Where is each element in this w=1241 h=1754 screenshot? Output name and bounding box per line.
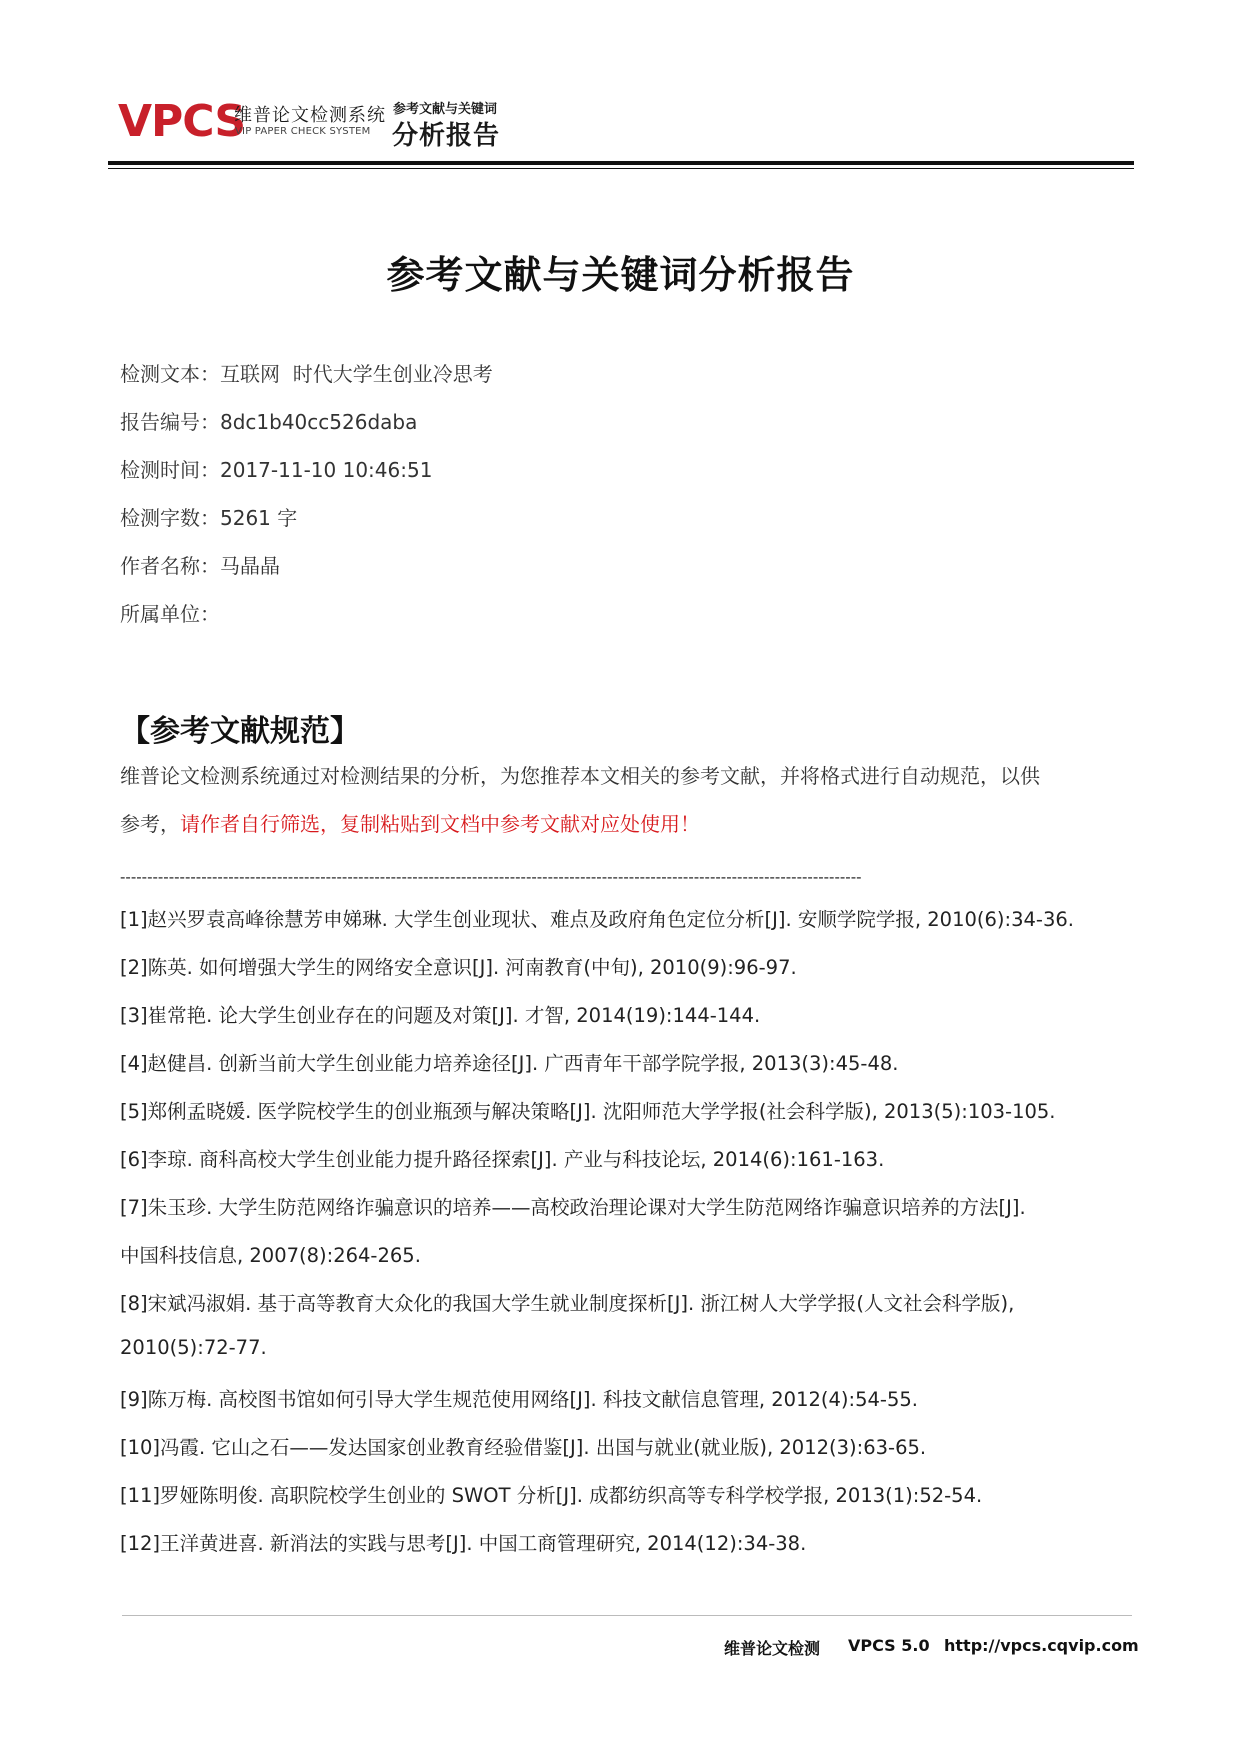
meta-row-affiliation xyxy=(120,598,220,627)
reference-item: [3]崔常艳. 论大学生创业存在的问题及对策[J]. 才智, 2014(19):144-144. xyxy=(120,1004,761,1027)
intro-line-1: 维普论文检测系统通过对检测结果的分析，为您推荐本文相关的参考文献，并将格式进行自动规范，以供 xyxy=(120,764,1040,788)
intro-prefix: 参考， xyxy=(120,812,180,836)
meta-value: 8dc1b40cc526daba xyxy=(220,410,418,434)
reference-item: [10]冯霞. 它山之石——发达国家创业教育经验借鉴[J]. 出国与就业(就业版), 2012(3):63-65. xyxy=(120,1436,927,1459)
footer-product: 维普论文检测 xyxy=(724,1639,821,1658)
footer-version: VPCS 5.0 xyxy=(848,1636,930,1655)
meta-row-report-id xyxy=(120,406,417,435)
reference-item-continued: 2010(5):72-77. xyxy=(120,1336,267,1359)
meta-value: 互联网 时代大学生创业冷思考 xyxy=(220,362,493,386)
reference-item-continued: 中国科技信息, 2007(8):264-265. xyxy=(120,1244,421,1267)
reference-item: [7]朱玉珍. 大学生防范网络诈骗意识的培养——高校政治理论课对大学生防范网络诈骗意识培养的方法[J]. xyxy=(120,1196,1026,1219)
meta-label: 所属单位： xyxy=(120,602,220,626)
header-rule-thin xyxy=(108,168,1134,169)
meta-row-time xyxy=(120,454,432,483)
report-kind-main: 分析报告 xyxy=(392,121,501,151)
logo-wordmark: VPCS xyxy=(118,96,246,147)
meta-label: 检测时间： xyxy=(120,458,220,482)
meta-label: 检测字数： xyxy=(120,506,220,530)
reference-item: [11]罗娅陈明俊. 高职院校学生创业的 SWOT 分析[J]. 成都纺织高等专科学校学报, 2013(1):52-54. xyxy=(120,1484,983,1507)
meta-label: 报告编号： xyxy=(120,410,220,434)
page-title: 参考文献与关键词分析报告 xyxy=(386,253,855,297)
meta-label: 作者名称： xyxy=(120,554,220,578)
header-rule-thick xyxy=(108,161,1134,165)
reference-item: [6]李琼. 商科高校大学生创业能力提升路径探索[J]. 产业与科技论坛, 2014(6):161-163. xyxy=(120,1148,885,1171)
reference-item: [8]宋斌冯淑娟. 基于高等教育大众化的我国大学生就业制度探析[J]. 浙江树人大学学报(人文社会科学版), xyxy=(120,1292,1015,1315)
meta-value: 5261 字 xyxy=(220,506,298,530)
intro-warning: 请作者自行筛选，复制粘贴到文档中参考文献对应处使用！ xyxy=(180,812,700,836)
reference-item: [4]赵健昌. 创新当前大学生创业能力培养途径[J]. 广西青年干部学院学报, 2013(3):45-48. xyxy=(120,1052,899,1075)
reference-item: [12]王洋黄进喜. 新消法的实践与思考[J]. 中国工商管理研究, 2014(12):34-38. xyxy=(120,1532,807,1555)
meta-label: 检测文本： xyxy=(120,362,220,386)
meta-value: 2017-11-10 10:46:51 xyxy=(220,458,433,482)
logo-cn-text: 维普论文检测系统 xyxy=(234,105,386,126)
logo-en-text: VIP PAPER CHECK SYSTEM xyxy=(235,126,371,137)
meta-row-word-count xyxy=(120,502,297,531)
vpcs-logo xyxy=(118,98,245,146)
reference-item: [9]陈万梅. 高校图书馆如何引导大学生规范使用网络[J]. 科技文献信息管理, 2012(4):54-55. xyxy=(120,1388,918,1411)
meta-value: 马晶晶 xyxy=(220,554,280,578)
reference-item: [5]郑俐孟晓媛. 医学院校学生的创业瓶颈与解决策略[J]. 沈阳师范大学学报(社会科学版), 2013(5):103-105. xyxy=(120,1100,1056,1123)
footer-url-link[interactable]: http://vpcs.cqvip.com xyxy=(944,1636,1139,1655)
report-kind-top: 参考文献与关键词 xyxy=(393,102,498,117)
meta-row-author xyxy=(120,550,280,579)
meta-row-text xyxy=(120,358,493,387)
intro-line-2 xyxy=(120,808,700,837)
reference-item: [1]赵兴罗袁高峰徐慧芳申娣琳. 大学生创业现状、难点及政府角色定位分析[J]. 安顺学院学报, 2010(6):34-36. xyxy=(120,908,1074,931)
footer-rule xyxy=(122,1615,1132,1616)
separator-line: ----------------------------------------------------------------------------------------------------------------------------------------- xyxy=(120,868,862,886)
reference-item: [2]陈英. 如何增强大学生的网络安全意识[J]. 河南教育(中旬), 2010(9):96-97. xyxy=(120,956,797,979)
section-heading: 【参考文献规范】 xyxy=(120,714,360,749)
